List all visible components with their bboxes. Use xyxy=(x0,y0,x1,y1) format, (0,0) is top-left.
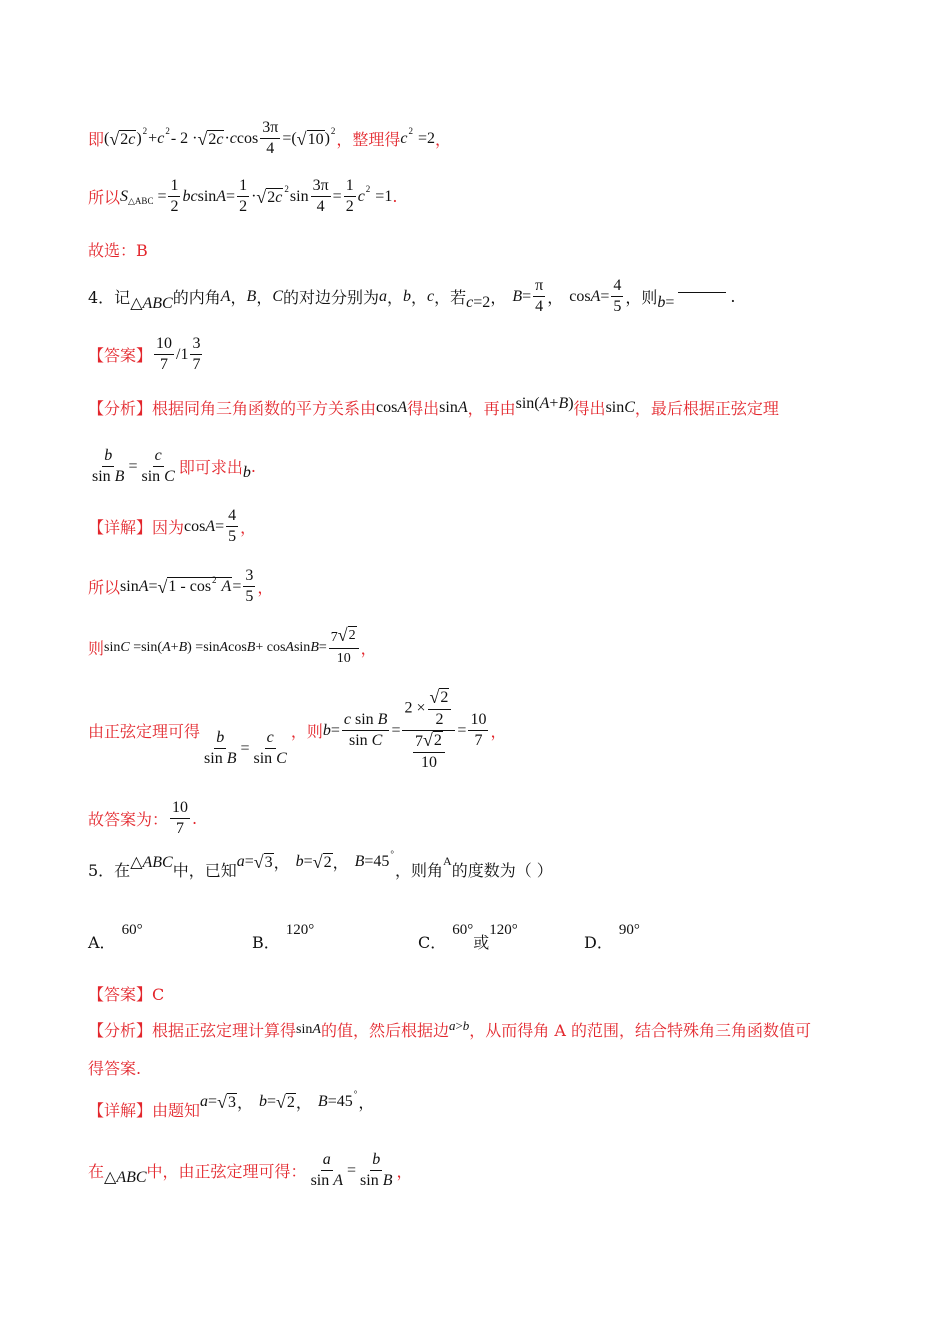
text: 所以 xyxy=(88,578,121,597)
text: 中，由正弦定理可得： xyxy=(146,1162,307,1181)
question-number: 4．记 xyxy=(88,288,131,307)
analysis-5-line-2 xyxy=(88,1056,141,1079)
text: 即 xyxy=(88,130,105,149)
math-expression: $\frac{10}{7}$ xyxy=(172,799,189,837)
answer-5 xyxy=(88,982,164,1005)
text: ，再由 xyxy=(467,399,516,418)
option-c[interactable] xyxy=(418,922,518,953)
text: 故答案为： xyxy=(88,810,169,829)
option-a[interactable] xyxy=(88,922,143,953)
text: ， xyxy=(396,1162,413,1181)
text: 得出 xyxy=(573,399,606,418)
text: ，则 xyxy=(625,288,658,307)
math-expression: cos A = $\frac{4}{5}$ xyxy=(184,507,237,545)
math-expression: b = xyxy=(657,293,675,311)
detail-5-line-2 xyxy=(88,1150,413,1191)
text: ， xyxy=(257,578,274,597)
math-expression: sin( A + B ) xyxy=(515,394,574,412)
math-expression: sin A = √ $1 - \cos^2 A$ = $\frac{3}{5}$ xyxy=(120,567,254,605)
math-expression: $\frac{b}{\text{sin B}}$ = $\frac{c}{\text{sin C}}$ xyxy=(204,729,287,767)
text: ， xyxy=(490,722,507,741)
math-expression: sin C =sin( A + B ) =sin A cos B + cos A sin B = 7 √ 2 10 xyxy=(104,626,361,669)
math-expression: S △ABC = $\frac{1}{2}$ bc sin A = $\frac{1}{2}$ · √ 2c 2 sin $\frac{3\pi}{4}$ = $\frac{1}{2}$ c 2 =1 xyxy=(120,177,393,215)
option-value: 90° xyxy=(618,922,640,938)
math-expression: a = √ 3 ， b = √ 2 ， B =45 ° xyxy=(236,848,395,872)
text: 的值，然后根据边 xyxy=(320,1021,449,1040)
detail-4-line-3 xyxy=(88,626,377,669)
option-value: 120° xyxy=(489,922,518,938)
answer-4 xyxy=(88,334,204,375)
question-4: 4．记 △ABC 的内角 A ， B ， C 的对边分别为 a ， b ， c ，若 c =2 ， B = $\frac{\pi}{4}$ ， cos A = $\frac{4}{5}$ ，则 b = . xyxy=(88,277,736,315)
option-value: 60° xyxy=(121,922,143,938)
text: 因为 xyxy=(152,518,185,537)
text: 的内角 xyxy=(172,288,221,307)
option-d[interactable] xyxy=(584,922,640,953)
math-expression: sin C xyxy=(605,398,635,416)
text: . xyxy=(392,187,398,206)
math-expression: B = $\frac{\pi}{4}$ xyxy=(512,277,544,315)
math-expression: $\frac{10}{7}$ /1 $\frac{3}{7}$ xyxy=(156,335,201,373)
text: 根据正弦定理计算得 xyxy=(152,1021,297,1040)
text: 由正弦定理可得 xyxy=(88,722,201,741)
text: 的对边分别为 xyxy=(283,288,380,307)
detail-4-line-2 xyxy=(88,566,273,607)
detail-4-line-1 xyxy=(88,506,256,547)
analysis-label: 【分析】 xyxy=(88,399,153,418)
solution-line-3 xyxy=(88,238,148,261)
option-value: 120° xyxy=(285,922,315,938)
detail-4-line-4 xyxy=(88,688,506,773)
analysis-4-line-2 xyxy=(88,446,256,487)
math-var: A xyxy=(443,854,452,868)
option-label: B． xyxy=(252,933,280,952)
text: ， xyxy=(360,639,377,658)
text: 由题知 xyxy=(152,1101,201,1120)
text: ，若 xyxy=(434,288,467,307)
math-expression: sin A xyxy=(296,1021,321,1037)
text: ，从而得角 A 的范围，结合特殊角三角函数值可 xyxy=(469,1021,812,1040)
text: 所以 xyxy=(88,188,121,207)
text: ，则 xyxy=(290,722,323,741)
text: ， xyxy=(240,518,257,537)
option-b[interactable] xyxy=(252,922,315,953)
analysis-5-line-1 xyxy=(88,1018,811,1041)
analysis-label: 【分析】 xyxy=(88,1021,153,1040)
math-triangle: △ABC xyxy=(104,1168,147,1186)
text: ， xyxy=(435,130,452,149)
math-expression: cos A = $\frac{4}{5}$ xyxy=(569,277,622,315)
math-vars: A ， B ， C xyxy=(220,287,283,307)
text: 或 xyxy=(473,933,490,952)
math-triangle: △ABC xyxy=(130,294,173,312)
answer-label: 【答案】 xyxy=(88,346,153,365)
question-number: 5．在 xyxy=(88,861,131,880)
text: 在 xyxy=(88,1162,105,1181)
text: 即可求出 xyxy=(178,458,243,477)
text: ，整理得 xyxy=(336,130,401,149)
answer-blank xyxy=(678,292,726,293)
math-expression: b = $\frac{\text{c sin B}}{\text{sin C}}$ = 2 × √ 2 2 7 √ 2 10 = $\frac{10}{7}$ xyxy=(322,687,487,771)
text: . xyxy=(192,809,198,828)
text: 得出 xyxy=(407,399,440,418)
option-label: D． xyxy=(584,933,613,952)
math-vars: a ， b ， c xyxy=(379,287,435,307)
text: . xyxy=(250,457,256,476)
text: . xyxy=(730,287,736,306)
detail-4-line-5 xyxy=(88,798,197,839)
math-expression: a > b xyxy=(448,1017,470,1033)
text: 故选：B xyxy=(88,241,148,260)
text: 根据同角三角函数的平方关系由 xyxy=(152,399,377,418)
math-expression: c =2 xyxy=(466,293,491,311)
math-expression: ( √ 2c ) 2 + c 2 - 2 · √ 2c · c cos $\frac{3\pi}{4}$ =( √ 10 ) 2 xyxy=(104,119,336,157)
detail-label: 【详解】 xyxy=(88,518,153,537)
solution-line-2 xyxy=(88,176,397,217)
option-label: C． xyxy=(418,933,447,952)
text: 得答案. xyxy=(88,1059,142,1078)
math-expression: $\frac{a}{\text{sin A}}$ = $\frac{b}{\text{sin B}}$ xyxy=(310,1151,393,1189)
math-triangle: △ABC xyxy=(130,853,173,871)
analysis-4-line-1 xyxy=(88,396,779,419)
text: ，则角 xyxy=(395,861,444,880)
text: 则 xyxy=(88,639,105,658)
math-expression: sin A xyxy=(439,398,468,416)
answer-text: 【答案】C xyxy=(88,985,165,1004)
math-expression: c 2 =2 xyxy=(400,125,436,147)
math-expression: a = √ 3 ， b = √ 2 ， B =45 ° ， xyxy=(200,1088,375,1112)
solution-line-1 xyxy=(88,118,451,159)
text: ，最后根据正弦定理 xyxy=(634,399,779,418)
detail-label: 【详解】 xyxy=(88,1101,153,1120)
math-var: b xyxy=(242,463,251,481)
option-label: A． xyxy=(88,933,116,952)
math-expression: cos A xyxy=(376,398,408,416)
detail-5-line-1 xyxy=(88,1088,375,1121)
text: 的度数为（ ） xyxy=(451,861,553,880)
option-value: 60° xyxy=(452,922,474,938)
text: 中，已知 xyxy=(172,861,237,880)
math-expression: $\frac{b}{\text{sin B}}$ = $\frac{c}{\text{sin C}}$ xyxy=(92,447,175,485)
question-5 xyxy=(88,848,553,881)
